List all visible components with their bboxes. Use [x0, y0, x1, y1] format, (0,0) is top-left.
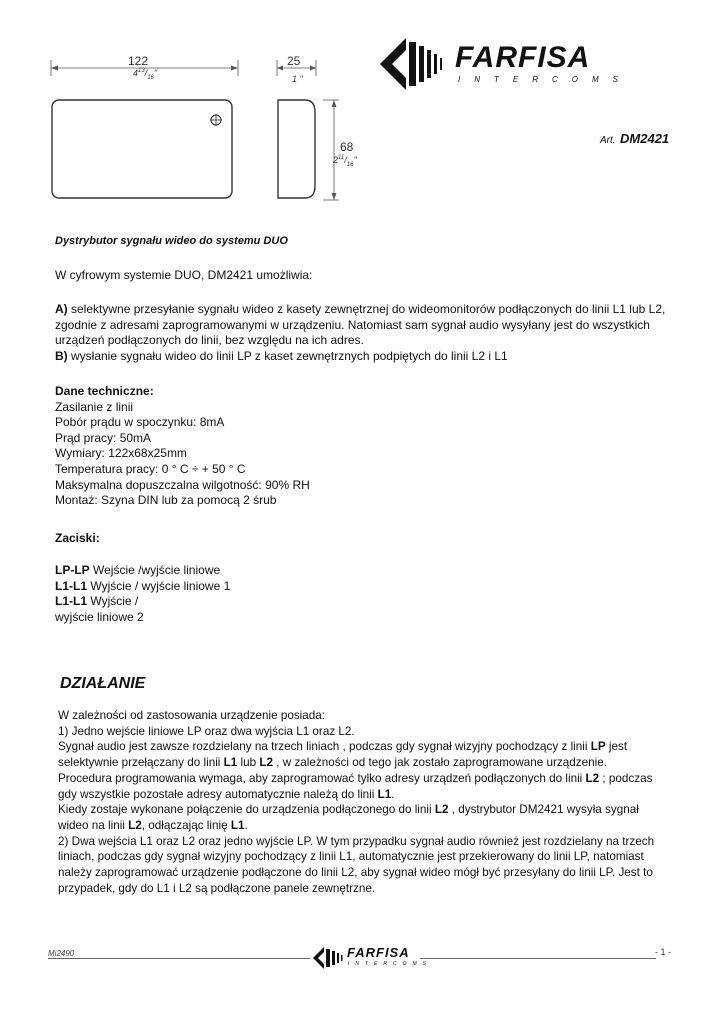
operation-heading: DZIAŁANIE [60, 675, 146, 692]
farfisa-logo-icon [378, 36, 458, 92]
tech-data-section [55, 384, 310, 509]
terminal-item: L1-L1 Wyjście / wyjście liniowe 1 [55, 578, 231, 593]
document-subtitle: Dystrybutor sygnału wideo do systemu DUO [55, 235, 288, 247]
feature-a-line1: A) selektywne przesyłanie sygnału wideo z kasety zewnętrznej do wideomonitorów podłączonych do linii L1 lub L2, [55, 302, 666, 316]
footer-rule-left [48, 958, 310, 959]
height-mm-label: 68 [340, 140, 354, 154]
page-number: - 1 - [655, 947, 672, 957]
height-inch-label: $2^{11}/_{16}$" [333, 155, 357, 168]
width-mm-label: 122 [128, 54, 149, 68]
footer-logo-icon [312, 946, 348, 970]
footer-rule-right [420, 958, 656, 959]
width-inch-label: $4^{13}/_{16}$" [133, 68, 158, 81]
terminal-item-continuation: wyjście liniowe 2 [55, 609, 144, 624]
depth-mm-label: 25 [287, 54, 301, 68]
front-view [50, 98, 234, 200]
intro-text: W cyfrowym systemie DUO, DM2421 umożliwia: [55, 268, 313, 282]
tech-item: Temperatura pracy: 0 ° C ÷ + 50 ° C [55, 461, 246, 476]
tech-item: Zasilanie z linii [55, 399, 134, 414]
tech-item: Maksymalna dopuszczalna wilgotność: 90% RH [55, 477, 310, 492]
feature-a-line2: zgodnie z adresami zaprogramowanymi w urządzeniu. Natomiast sam sygnał audio wysyłany jest do wszystkich [55, 317, 650, 332]
tech-item: Montaż: Szyna DIN lub za pomocą 2 śrub [55, 493, 277, 508]
feature-a-line3: urządzeń podłączonych do linii, bez względu na ich adres. [55, 333, 364, 348]
footer-brand-name: FARFISA [347, 945, 410, 960]
brand-tagline: INTERCOMS [458, 75, 632, 84]
tech-item: Wymiary: 122x68x25mm [55, 446, 187, 461]
tech-item: Prąd pracy: 50mA [55, 430, 152, 445]
terminal-item: L1-L1 Wyjście / [55, 594, 139, 609]
footer-brand-tagline: INTERCOMS [348, 961, 432, 967]
footer-doc-code: Mi2490 [48, 949, 75, 958]
depth-inch-label: 1 " [292, 74, 303, 84]
terminals-list [55, 563, 230, 625]
feature-b-line1: B) wysłanie sygnału wideo do linii LP z kaset zewnętrznych podpiętych do linii L2 i L1 [55, 348, 508, 363]
tech-data-heading: Dane techniczne: [55, 384, 154, 398]
operation-body: W zależności od zastosowania urządzenie posiada: 1) Jedno wejście liniowe LP oraz dwa wyjścia L1 oraz L2. Sygnał audio jest zawsze rozdzielany na trzech liniach , podczas gdy sygnał wizyjny pochodzący z linii LP jest selektywnie przełączany do linii L1 lub L2 , w zależności od tego jak zostało zaprogramowane urządzenie. Procedura programowania wymaga, aby zaprogramować tylko adresy urządzeń podłączonych do linii L2 ; podczas gdy wszystkie pozostałe adresy automatycznie należą do linii L1. Kiedy zostaje wykonane połączenie do urządzenia podłączonego do linii L2 , dystrybutor DM2421 wysyła sygnał wideo na linii L2, odłączając linię L1. 2) Dwa wejścia L1 oraz L2 oraz jedno wyjście LP. W tym przypadku sygnał audio również jest rozdzielany na trzech liniach, podczas gdy sygnał wizyjny pochodzący z linii L1, automatycznie jest przekierowany do linii LP, natomiast należy zaprogramować urządzenie podłączone do linii L2, aby sygnał wideo mógł być przesyłany do linii LP. Jest to przypadek, gdy do L1 i L2 są podłączone panele zewnętrzne. [58, 709, 655, 895]
article-code: Art. DM2421 [600, 131, 670, 146]
side-view [275, 98, 319, 200]
brand-name: FARFISA [455, 41, 591, 74]
tech-item: Pobór prądu w spoczynku: 8mA [55, 415, 225, 430]
terminal-item: LP-LP Wejście /wyjście liniowe [55, 563, 221, 577]
features-section [55, 302, 665, 364]
terminals-heading: Zaciski: [55, 531, 100, 545]
